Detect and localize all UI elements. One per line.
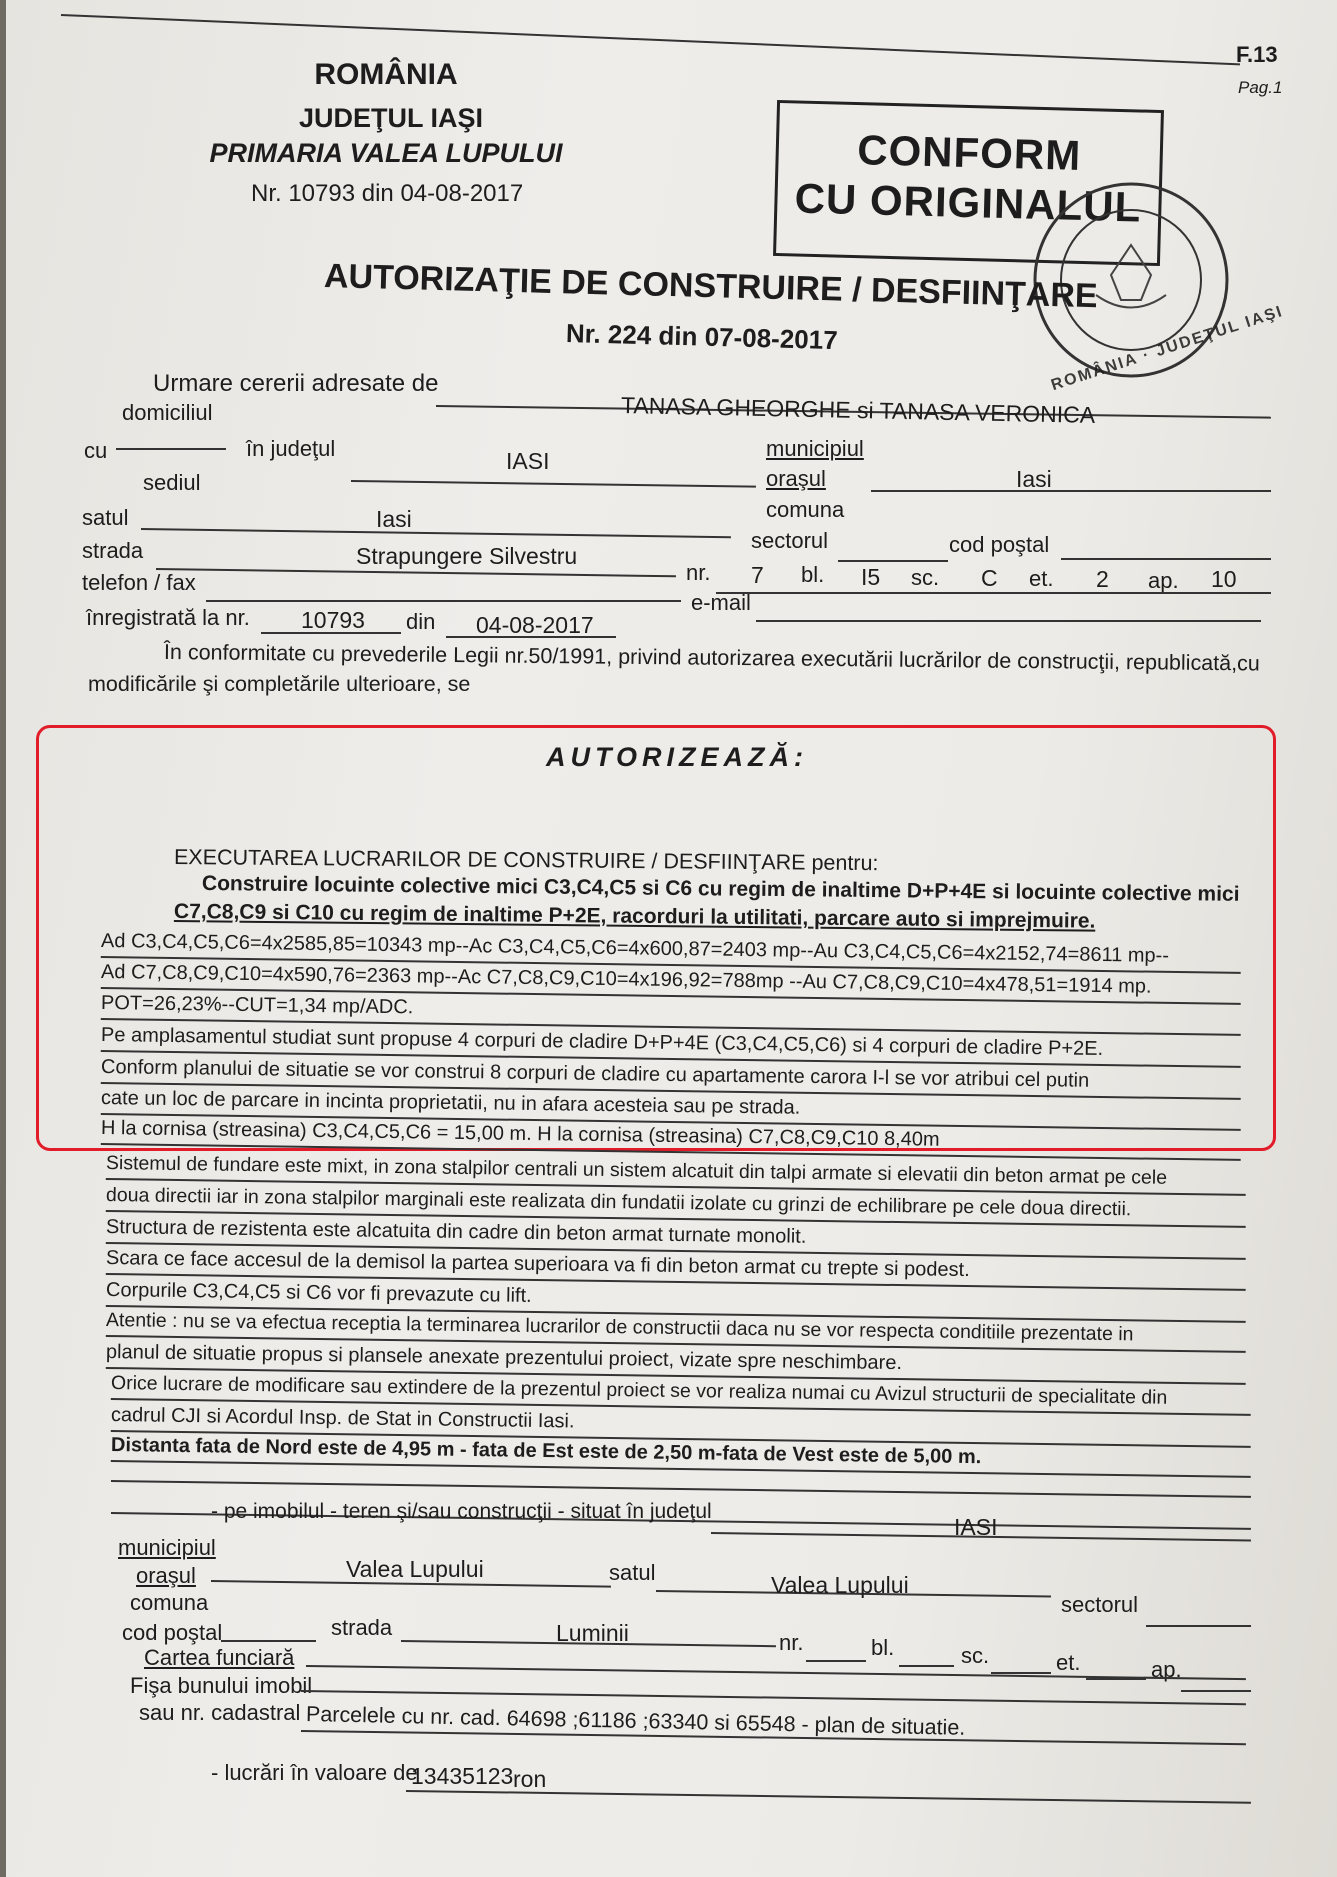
- bl-label: bl.: [801, 562, 825, 587]
- property-street-label: strada: [331, 1615, 393, 1640]
- property-sector-label: sectorul: [1061, 1592, 1139, 1617]
- blank-line: [111, 1480, 1251, 1498]
- works-line: C7,C8,C9 si C10 cu regim de inaltime P+2E, racorduri la utilitati, parcare auto si imprejmuire.: [173, 900, 1096, 933]
- request-label: Urmare cererii adresate de: [153, 370, 439, 397]
- works-line: Ad C3,C4,C5,C6=4x2585,85=10343 mp--Ac C3,C4,C5,C6=4x600,87=2403 mp--Au C3,C4,C5,C6=4x2152,74=8611 mp--: [101, 926, 1241, 974]
- property-sc-label: sc.: [961, 1643, 990, 1668]
- property-village-label: satul: [609, 1560, 656, 1585]
- applicant-nr: 7: [751, 562, 764, 588]
- property-ap-label: ap.: [1151, 1657, 1182, 1682]
- works-line: Sistemul de fundare este mixt, in zona stalpilor centrali un sistem alcatuit din talpi armate si elevatii din beton armat pe cele: [106, 1148, 1246, 1196]
- domicile-label: domiciliul: [122, 400, 213, 425]
- applicant-bl: I5: [861, 564, 881, 590]
- works-line: Orice lucrare de modificare sau extindere de la prezentul proiect se vor realiza numai cu Avizul structurii de specialitate din: [111, 1368, 1251, 1416]
- applicant-et: 2: [1096, 566, 1109, 592]
- seal-text: ROMÂNIA · JUDEŢUL IAŞI: [1049, 302, 1286, 395]
- property-county: IASI: [954, 1514, 998, 1540]
- property-bl-label: bl.: [871, 1635, 895, 1660]
- value-currency: ron: [513, 1766, 547, 1792]
- form-code: F.13: [1236, 42, 1278, 67]
- property-nr-line: [806, 1660, 866, 1662]
- applicant-village: Iasi: [376, 506, 412, 532]
- property-bl-line: [899, 1665, 954, 1667]
- registered-date: 04-08-2017: [476, 612, 594, 638]
- property-town: Valea Lupului: [346, 1556, 484, 1582]
- property-village: Valea Lupului: [771, 1572, 909, 1598]
- registered-din-label: din: [406, 609, 436, 634]
- legal-text-1: În conformitate cu prevederile Legii nr.50/1991, privind autorizarea executării lucrărilor de construcţii, republicată,cu: [163, 640, 1260, 676]
- works-line: Conform planului de situatie se vor construi 8 corpuri de cladire cu apartamente carora I-l se vor atribui cel putin: [101, 1052, 1241, 1100]
- land-book-line: [306, 1665, 1246, 1680]
- stamp-line-2: CU ORIGINALUL: [794, 174, 1142, 231]
- value-line: [406, 1790, 1251, 1804]
- document-page: [6, 0, 1337, 1877]
- value-label: - lucrări în valoare de: [211, 1760, 418, 1785]
- land-book-label: Cartea funciară: [144, 1645, 295, 1670]
- registered-number: 10793: [301, 607, 365, 633]
- legal-text-2: modificările şi completările ulterioare, se: [88, 672, 471, 696]
- property-municipality-label: municipiul: [118, 1535, 216, 1560]
- applicant-municipality: Iasi: [1016, 466, 1052, 492]
- address-numbers-line: [716, 592, 1271, 594]
- ap-label: ap.: [1148, 568, 1179, 593]
- header-institution: PRIMARIA VALEA LUPULUI: [209, 138, 563, 168]
- document-number: Nr. 224 din 07-08-2017: [565, 318, 839, 356]
- property-nr-label: nr.: [779, 1630, 804, 1655]
- property-commune-label: comuna: [130, 1590, 209, 1615]
- registered-date-line: [446, 636, 616, 638]
- works-line: Scara ce face accesul de la demisol la partea superioara va fi din beton armat cu trepte si podest.: [106, 1243, 1246, 1291]
- header-country: ROMÂNIA: [314, 58, 458, 91]
- applicant-street: Strapungere Silvestru: [356, 543, 578, 569]
- property-street: Luminii: [556, 1620, 629, 1646]
- email-label: e-mail: [691, 590, 751, 615]
- works-line: Ad C7,C8,C9,C10=4x590,76=2363 mp--Ac C7,C8,C9,C10=4x196,92=788mp --Au C7,C8,C9,C10=4x478,51=1914 mp.: [101, 957, 1241, 1005]
- property-sheet-label: Fişa bunului imobil: [130, 1673, 313, 1698]
- seat-label: sediul: [143, 470, 201, 495]
- phone-label: telefon / fax: [82, 570, 196, 595]
- municipality-line: [871, 490, 1271, 492]
- municipality-label: municipiul: [766, 436, 864, 461]
- works-line: cate un loc de parcare in incinta proprietatii, nu in afara acesteia sau pe strada.: [101, 1083, 1241, 1131]
- street-label: strada: [82, 538, 144, 563]
- with-line: [116, 448, 226, 450]
- registered-label: înregistrată la nr.: [86, 605, 250, 630]
- county-label: în judeţul: [246, 436, 336, 461]
- value-amount: 13435123: [411, 1763, 514, 1789]
- nr-label: nr.: [686, 560, 711, 585]
- sector-line: [838, 560, 948, 562]
- applicant-sc: C: [981, 565, 998, 591]
- works-line: Corpurile C3,C4,C5 si C6 vor fi prevazute cu lift.: [106, 1275, 1246, 1323]
- works-line: cadrul CJI si Acordul Insp. de Stat in Constructii Iasi.: [111, 1400, 1251, 1448]
- property-sheet-line: [301, 1690, 1246, 1705]
- works-line: doua directii iar in zona stalpilor marginali este realizata din fundatii izolate cu grinzi de echilibrare pe cele doua directii.: [106, 1180, 1246, 1228]
- sc-label: sc.: [911, 565, 940, 590]
- top-border-line: [61, 14, 1240, 65]
- works-line: Structura de rezistenta este alcatuita din cadre din beton armat turnate monolit.: [106, 1212, 1246, 1260]
- works-line: Distanta fata de Nord este de 4,95 m - fata de Est este de 2,50 m-fata de Vest este de 5,00 m.: [111, 1430, 1251, 1478]
- with-label: cu: [84, 438, 108, 463]
- cadastral-label: sau nr. cadastral: [139, 1700, 301, 1725]
- commune-label: comuna: [766, 497, 845, 522]
- applicant-county: IASI: [506, 448, 550, 474]
- page-label: Pag.1: [1238, 78, 1283, 97]
- document-title: AUTORIZAŢIE DE CONSTRUIRE / DESFIINŢARE: [323, 257, 1099, 316]
- works-line: POT=26,23%--CUT=1,34 mp/ADC.: [101, 988, 1241, 1036]
- works-line: Pe amplasamentul studiat sunt propuse 4 corpuri de cladire D+P+4E (C3,C4,C5,C6) si 4 corpuri de cladire P+2E.: [101, 1020, 1241, 1068]
- postal-code-line: [1061, 558, 1271, 560]
- applicant-ap: 10: [1211, 566, 1237, 592]
- property-town-label: oraşul: [136, 1563, 196, 1588]
- cadastral-value: Parcelele cu nr. cad. 64698 ;61186 ;63340 si 65548 - plan de situatie.: [305, 1702, 966, 1740]
- header-county: JUDEŢUL IAŞI: [298, 103, 484, 133]
- authorizes-heading: AUTORIZEAZĂ:: [546, 742, 808, 772]
- stamp-line-1: CONFORM: [856, 126, 1082, 179]
- property-sc-line: [991, 1672, 1051, 1674]
- applicant-name: TANASA GHEORGHE si TANASA VERONICA: [620, 392, 1096, 428]
- property-sector-line: [1146, 1625, 1251, 1627]
- works-line: planul de situatie propus si plansele anexate prezentului proiect, vizate spre neschimbare.: [106, 1337, 1246, 1385]
- property-intro: - pe imobilul - teren şi/sau construcţii - situat în judeţul: [211, 1500, 712, 1523]
- village-label: satul: [82, 505, 129, 530]
- works-line: Construire locuinte colective mici C3,C4,C5 si C6 cu regim de inaltime D+P+4E si locuinte colective mici: [201, 872, 1240, 906]
- sector-label: sectorul: [751, 528, 829, 553]
- works-label: EXECUTAREA LUCRARILOR DE CONSTRUIRE / DESFIINŢARE pentru:: [173, 845, 879, 876]
- county-line: [351, 480, 756, 488]
- property-et-label: et.: [1056, 1650, 1081, 1675]
- postal-code-label: cod poştal: [949, 532, 1050, 557]
- town-label: oraşul: [766, 466, 826, 491]
- header-registration: Nr. 10793 din 04-08-2017: [251, 180, 524, 207]
- phone-line: [206, 600, 681, 602]
- email-line: [756, 620, 1261, 622]
- works-line: Atentie : nu se va efectua receptia la terminarea lucrarilor de constructii daca nu se vor respecta conditiile prezentate in: [106, 1305, 1246, 1353]
- property-postal-code-line: [221, 1640, 316, 1642]
- registered-number-line: [261, 632, 401, 634]
- works-line: H la cornisa (streasina) C3,C4,C5,C6 = 15,00 m. H la cornisa (streasina) C7,C8,C9,C10 8,40m: [101, 1113, 1241, 1161]
- village-line: [141, 528, 731, 538]
- property-postal-code-label: cod poştal: [122, 1620, 223, 1645]
- et-label: et.: [1029, 566, 1054, 591]
- property-ap-line: [1181, 1690, 1251, 1692]
